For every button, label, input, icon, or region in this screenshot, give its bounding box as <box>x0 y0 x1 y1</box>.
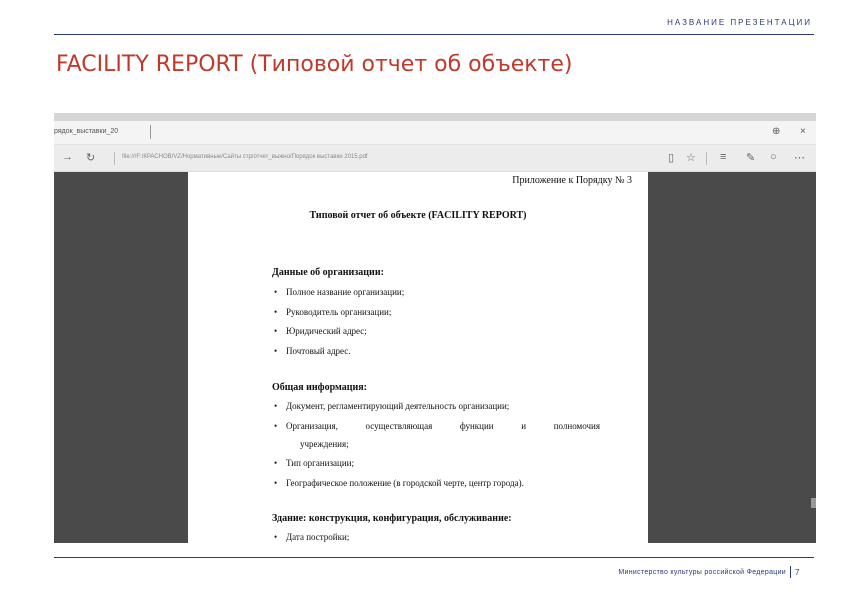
scrollbar-thumb[interactable] <box>811 498 816 508</box>
list-item: • Руководитель организации; <box>286 307 391 317</box>
appendix-label: Приложение к Порядку № 3 <box>512 175 632 186</box>
footer-ministry-text: Министерство культуры российской Федерации <box>618 569 786 576</box>
footer-rule <box>54 557 814 558</box>
web-note-icon[interactable]: ✎ <box>746 152 756 164</box>
section-heading: Данные об организации: <box>272 267 384 278</box>
browser-tab[interactable]: рядок_выставки_20 <box>54 128 119 135</box>
list-item: • Документ, регламентирующий деятельность организации; <box>286 401 509 411</box>
list-item-word: • Организация, <box>286 421 338 431</box>
favorites-hub-icon[interactable]: ≡ <box>720 151 727 163</box>
header-rule <box>54 34 814 35</box>
presentation-header-label: НАЗВАНИЕ ПРЕЗЕНТАЦИИ <box>667 18 812 27</box>
page-number: 7 <box>795 568 800 577</box>
list-item-word: функции <box>459 421 494 431</box>
list-item: • Полное название организации; <box>286 287 404 297</box>
toolbar-divider <box>706 152 707 165</box>
list-item: • Тип организации; <box>286 458 354 468</box>
url-field[interactable]: file:///F:/КРАСНОВ/VZ/Нормативные/Сайты стр/отчет_выжно/Порядок выставки 2015.pdf <box>122 154 368 160</box>
list-item: • Юридический адрес; <box>286 326 367 336</box>
document-title: Типовой отчет об объекте (FACILITY REPORT) <box>309 210 527 221</box>
address-bar <box>54 145 816 172</box>
more-icon[interactable]: ⋯ <box>794 152 805 164</box>
window-top-strip <box>54 113 816 121</box>
footer-divider <box>790 566 791 578</box>
slide-title: FACILITY REPORT (Типовой отчет об объекте) <box>56 52 573 77</box>
list-item: • Географическое положение (в городской черте, центр города). <box>286 478 524 488</box>
list-item-word: полномочия <box>553 421 600 431</box>
forward-icon[interactable]: → <box>62 151 73 163</box>
share-icon[interactable]: ○ <box>770 151 777 163</box>
list-item: • Почтовый адрес. <box>286 346 351 356</box>
list-item-word: осуществляющая <box>365 421 433 431</box>
list-item: • Дата постройки; <box>286 532 349 542</box>
favorite-star-icon[interactable]: ☆ <box>686 152 696 164</box>
minimize-icon[interactable]: ⊕ <box>772 126 781 137</box>
address-divider <box>114 152 115 165</box>
section-heading: Общая информация: <box>272 382 367 393</box>
tab-bar <box>54 121 816 145</box>
pdf-page <box>188 172 648 543</box>
list-item-continuation: учреждения; <box>300 439 349 449</box>
tab-divider <box>150 125 151 139</box>
browser-screenshot <box>54 113 816 543</box>
close-icon[interactable]: × <box>800 126 806 137</box>
section-heading: Здание: конструкция, конфигурация, обслуживание: <box>272 513 512 524</box>
reading-view-icon[interactable]: ▯ <box>668 152 675 164</box>
refresh-icon[interactable]: ↻ <box>86 152 96 164</box>
list-item-word: и <box>521 421 527 431</box>
list-item <box>286 421 600 431</box>
